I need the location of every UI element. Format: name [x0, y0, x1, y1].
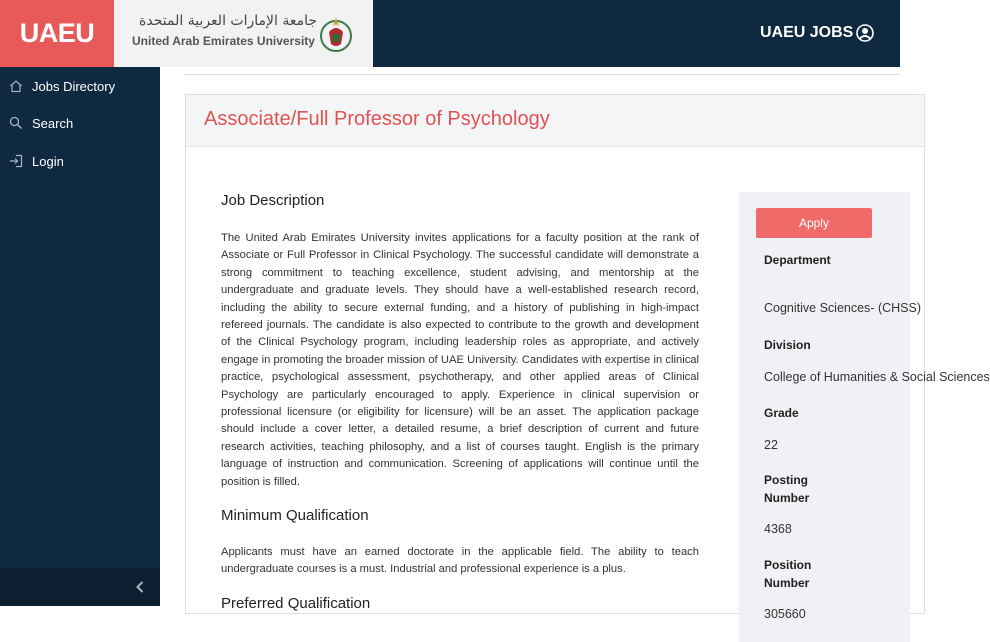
sidebar [0, 67, 160, 606]
job-card-header [186, 95, 924, 147]
sidebar-item-label: Login [32, 153, 64, 169]
main-content [160, 67, 990, 621]
posting-number-label: Posting Number [764, 473, 810, 505]
uaeu-brand-logo[interactable]: UAEU [0, 0, 114, 67]
sidebar-item-label: Jobs Directory [32, 78, 116, 94]
sidebar-footer [0, 568, 160, 606]
top-header [0, 0, 900, 67]
job-description-text: The United Arab Emirates University invites applications for a faculty position at the rank of Associate or Full Professor in Clinical Psychology. The successful candidate will demonstrate a strong commitment to teaching excellence, student advising, and mentorship at the undergraduate and graduate levels. They should have a well-established research record, including the ability to secure external funding, and a history of publishing in high-impact refereed journals. The candidate is also expected to contribute to the growth and development of the Clinical Psychology program, including leadership roles as appropriate, and actively engage in promoting the broader mission of UAE University. Candidates with expertise in clinical practice, psychological assessment, psychotherapy, and other applied areas of Clinical Psychology are particularly encouraged to apply. Experience in clinical supervision or professional licensure (or eligibility for licensure) will be an asset. The application package should include a cover letter, a detailed resume, a brief description of current and future research activities, teaching philosophy, and a list of courses taught. English is the primary language of instruction and communication. Screening of applications will continue until the position is filled. [221, 232, 699, 488]
job-details-panel [739, 192, 990, 642]
division-label: Division [764, 338, 811, 352]
sidebar-item-login[interactable] [0, 146, 160, 176]
job-card [185, 94, 990, 621]
grade-label: Grade [764, 406, 799, 420]
position-number-label: Position Number [764, 558, 812, 590]
sidebar-item-jobs-directory[interactable] [0, 71, 160, 101]
search-icon [9, 116, 23, 130]
university-name-arabic: جامعة الإمارات العربية المتحدة [139, 13, 317, 29]
minimum-qualification-text: Applicants must have an earned doctorate in the applicable field. The ability to teach undergraduate courses is a must. Industrial and professional experience is a plus. [221, 546, 699, 576]
divider [184, 74, 900, 75]
sidebar-item-label: Search [32, 115, 74, 131]
home-icon [9, 79, 23, 93]
sidebar-item-search[interactable] [0, 108, 160, 138]
chevron-left-icon[interactable] [133, 579, 147, 595]
job-title: Associate/Full Professor of Psychology [204, 108, 550, 130]
apply-button[interactable]: Apply [756, 208, 872, 238]
department-label: Department [764, 253, 831, 267]
login-icon [9, 154, 23, 168]
job-description-heading: Job Description [221, 192, 325, 209]
uaeu-emblem-icon [319, 14, 353, 54]
posting-number-value: 4368 [764, 522, 792, 536]
university-name-english: United Arab Emirates University [132, 34, 315, 48]
university-logo-block[interactable] [114, 0, 373, 67]
preferred-qualification-heading: Preferred Qualification [221, 595, 371, 612]
position-number-value: 305660 [764, 607, 806, 621]
user-circle-icon[interactable] [856, 24, 874, 42]
department-value: Cognitive Sciences- (CHSS) [764, 301, 921, 315]
grade-value: 22 [764, 438, 778, 452]
division-value: College of Humanities & Social Sciences [764, 370, 990, 384]
minimum-qualification-heading: Minimum Qualification [221, 507, 369, 524]
jobs-portal-title[interactable]: UAEU JOBS [760, 24, 854, 41]
